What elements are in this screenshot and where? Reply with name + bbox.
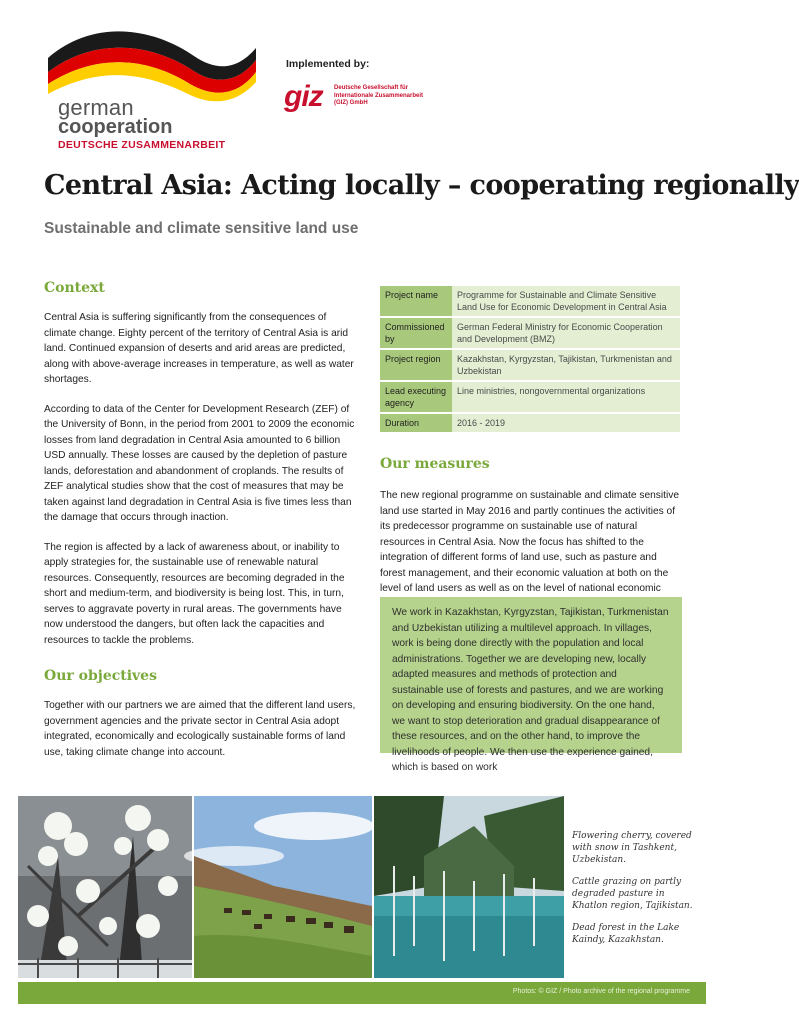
logo-german-text: german bbox=[58, 95, 134, 120]
fact-value: Line ministries, nongovernmental organizations bbox=[452, 382, 680, 412]
fact-key: Commissioned by bbox=[380, 318, 452, 348]
context-heading: Context bbox=[44, 280, 105, 296]
photo-flowering-cherry bbox=[18, 796, 192, 978]
giz-full-name: Deutsche Gesellschaft für Internationale Zusammenarbeit (GIZ) GmbH bbox=[334, 85, 424, 106]
footer-bar bbox=[18, 982, 706, 1004]
table-row bbox=[380, 286, 680, 316]
photo-captions bbox=[572, 830, 702, 956]
logo-cooperation-text: cooperation bbox=[58, 116, 173, 138]
german-cooperation-logo bbox=[44, 18, 264, 151]
table-row bbox=[380, 350, 680, 380]
caption-cattle: Cattle grazing on partly degraded pasture in Khatlon region, Tajikistan. bbox=[572, 877, 693, 911]
measures-heading: Our measures bbox=[380, 456, 490, 472]
implemented-by-label: Implemented by: bbox=[286, 58, 370, 70]
page-subtitle: Sustainable and climate sensitive land use bbox=[44, 220, 359, 237]
fact-value: Kazakhstan, Kyrgyzstan, Tajikistan, Turkmenistan and Uzbekistan bbox=[452, 350, 680, 380]
photo-dead-forest-lake bbox=[374, 796, 564, 978]
fact-key: Project name bbox=[380, 286, 452, 316]
german-flag-swoosh-icon bbox=[44, 18, 260, 98]
objectives-paragraph: Together with our partners we are aimed that the different land users, government agencies and the private sector in Central Asia adopt integrated, economically and ecologically sustainable forms of land use, taking climate change into account. bbox=[44, 700, 356, 758]
fact-value: German Federal Ministry for Economic Cooperation and Development (BMZ) bbox=[452, 318, 680, 348]
caption-forest: Dead forest in the Lake Kaindy, Kazakhstan. bbox=[572, 923, 680, 945]
cattle-pasture-image bbox=[194, 796, 372, 978]
table-row bbox=[380, 382, 680, 412]
logo-deutsche-zusammenarbeit-text: DEUTSCHE ZUSAMMENARBEIT bbox=[58, 139, 226, 151]
fact-key: Lead executing agency bbox=[380, 382, 452, 412]
fact-value: Programme for Sustainable and Climate Sensitive Land Use for Economic Development in Central Asia bbox=[452, 286, 680, 316]
photo-cattle-pasture bbox=[194, 796, 372, 978]
measures-highlight-box bbox=[380, 597, 682, 773]
fact-value: 2016 - 2019 bbox=[452, 414, 680, 432]
fact-key: Duration bbox=[380, 414, 452, 432]
dead-forest-lake-image bbox=[374, 796, 564, 978]
context-paragraph-3: The region is affected by a lack of awareness about, or inability to apply strategies for, the sustainable use of renewable natural resources. Consequently, resources are becoming degraded in the short and medium-term, and biodiversity is being lost. This, in turn, serves to aggravate poverty in rural areas. The governments have now understood the dangers, but often lack the capacities and resources to tackle the problems. bbox=[44, 541, 345, 646]
table-row bbox=[380, 414, 680, 432]
context-paragraph-2: According to data of the Center for Development Research (ZEF) of the University of Bonn, in the period from 2001 to 2009 the economic losses from land degradation in Central Asia amounted to 6 billion USD annually. These losses are caused by the depletion of pasture lands, deforestation and abandonment of croplands. The results of ZEF analytical studies show that the cost of measures that may be taken against land degradation in Central Asia is five times less than the damage that occurs through inaction. bbox=[44, 403, 355, 523]
measures-paragraph: The new regional programme on sustainable and climate sensitive land use started in May 2016 and partly continues the activities of its predecessor programme on sustainable use of natural resources in Central Asia. Now the focus has shifted to the integration of different forms of land use, such as pasture and forest management, and their economic valuation at both on the level of land users as well as on the level of national economic bbox=[380, 490, 679, 594]
fact-key: Project region bbox=[380, 350, 452, 380]
cherry-blossom-image bbox=[18, 796, 192, 978]
giz-logo: giz bbox=[284, 80, 323, 113]
caption-cherry: Flowering cherry, covered with snow in Tashkent, Uzbekistan. bbox=[572, 831, 692, 865]
objectives-heading: Our objectives bbox=[44, 668, 157, 684]
project-facts-table bbox=[380, 284, 680, 434]
project-facts bbox=[380, 284, 680, 434]
photo-credit: Photos: © GIZ / Photo archive of the regional programme bbox=[512, 988, 690, 995]
context-paragraph-1: Central Asia is suffering significantly from the consequences of climate change. Eighty percent of the territory of Central Asia is arid land. Continued expansion of deserts and arid areas are predicted, along with above-average increases in temperature, as well as water shortages. bbox=[44, 312, 354, 385]
left-column bbox=[44, 280, 356, 774]
measures-box-text: We work in Kazakhstan, Kyrgyzstan, Tajikistan, Turkmenistan and Uzbekistan utilizing a multilevel approach. In villages, work is being done directly with the population and local administrations. Together we are developing new, locally adapted measures and methods of protection and sustainable use of forests and pastures, and we are working on developing and ensuring biodiversity. On the one hand, we want to stop deterioration and gradual disappearance of these resources, and on the other hand, to improve the livelihoods of people. We then use the experience gained, which is based on work bbox=[392, 607, 669, 773]
table-row bbox=[380, 318, 680, 348]
page-title: Central Asia: Acting locally – cooperating regionally bbox=[44, 170, 799, 201]
